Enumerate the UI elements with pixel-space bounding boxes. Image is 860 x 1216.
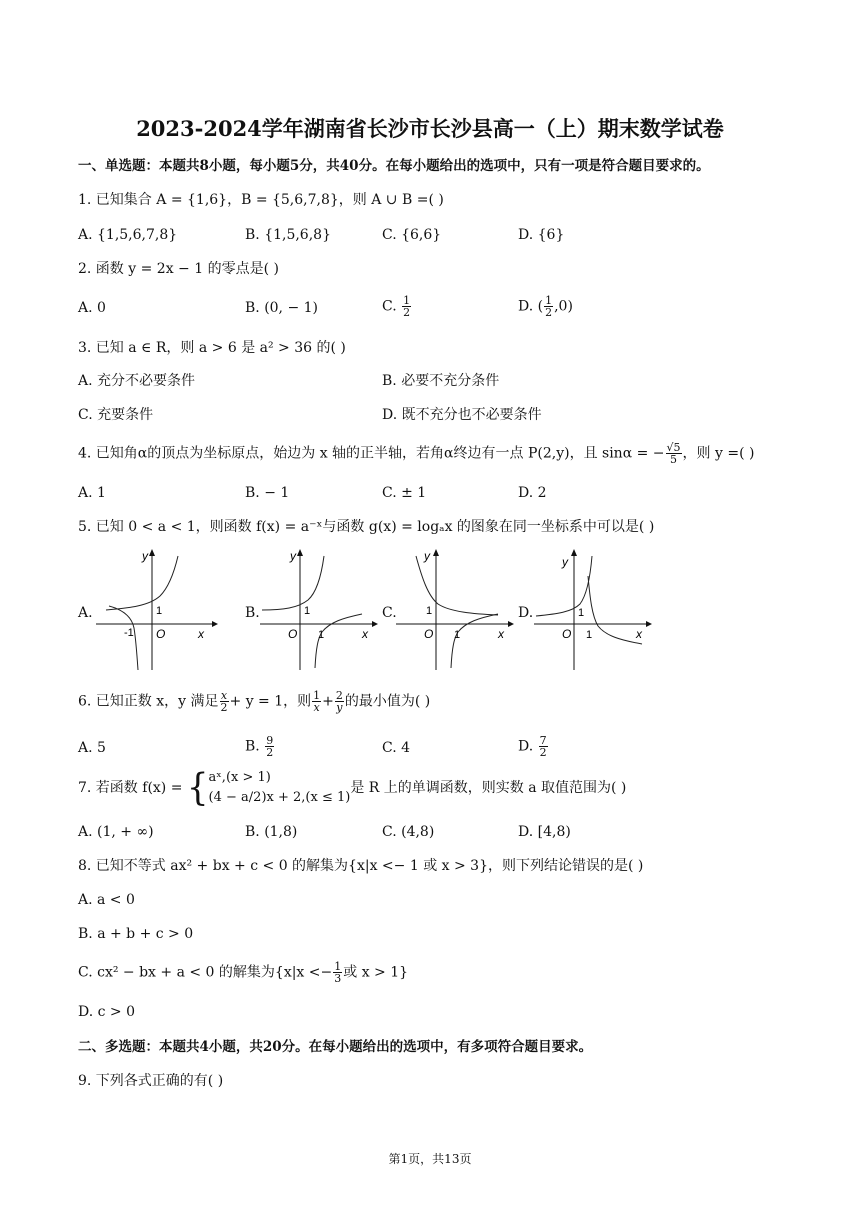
frac-den: 5 [670, 453, 678, 466]
page-footer: 第1页，共13页 [388, 1152, 472, 1166]
x-label: x [362, 627, 368, 641]
question-9-stem: 9. 下列各式正确的有( ) [78, 1073, 224, 1089]
q2-option-a: A. 0 [78, 300, 106, 316]
question-4-stem [78, 442, 754, 465]
frac-den: y [336, 701, 343, 714]
question-5-stem: 5. 已知 0 < a < 1，则函数 f(x) = a⁻ˣ与函数 g(x) = logₐx 的图象在同一坐标系中可以是( ) [78, 519, 655, 535]
q5-option-b-label: B. [245, 605, 260, 621]
q6-option-d [518, 735, 549, 758]
q4-stem-prefix: 4. 已知角α的顶点为坐标原点，始边为 x 轴的正半轴，若角α终边有一点 P(2,y)，且 sinα = − [78, 445, 665, 462]
y-label: y [562, 555, 568, 569]
frac-num: 9 [266, 734, 274, 747]
origin-label: O [424, 627, 434, 641]
q7-brace-icon: { [186, 766, 209, 810]
q6-frac-1x [312, 690, 321, 713]
question-7-stem [78, 768, 626, 808]
frac-den: 2 [403, 306, 411, 319]
x-label: x [498, 627, 504, 641]
frac-num: 1 [313, 689, 321, 702]
origin-label: O [156, 627, 166, 641]
frac-num: √5 [666, 441, 681, 454]
section-2-heading: 二、多选题：本题共4小题，共20分。在每小题给出的选项中，有多项符合题目要求。 [78, 1039, 593, 1055]
question-2-stem: 2. 函数 y = 2x − 1 的零点是( ) [78, 261, 279, 277]
q2-option-b: B. (0, − 1) [245, 300, 319, 316]
q2-d-fraction [544, 295, 553, 318]
q6-prefix: 6. 已知正数 x，y 满足 [78, 693, 219, 710]
q7-piece-2: (4 − a/2)x + 2,(x ≤ 1) [208, 790, 351, 805]
neg-one-label: -1 [124, 627, 134, 639]
origin-label: O [288, 627, 298, 641]
q1-option-a: A. {1,5,6,7,8} [78, 227, 178, 243]
q8-option-c [78, 961, 408, 984]
q4-fraction [666, 442, 682, 465]
curve-log [315, 614, 362, 668]
y-axis-arrow [149, 549, 155, 556]
q1-option-d: D. {6} [518, 227, 565, 243]
q8-option-a: A. a < 0 [78, 892, 135, 908]
q2-c-fraction [402, 295, 411, 318]
exam-title: 2023-2024学年湖南省长沙市长沙县高一（上）期末数学试卷 [136, 116, 724, 141]
q5-option-a-label: A. [78, 605, 93, 621]
q7-piecewise [209, 768, 351, 808]
curve-exp [262, 556, 324, 610]
x-label: x [636, 627, 642, 641]
q8-option-d: D. c > 0 [78, 1004, 136, 1020]
q2-option-c [382, 295, 412, 318]
q8-c-prefix: C. cx² − bx + a < 0 的解集为{x|x <− [78, 964, 333, 981]
one-x-label: 1 [318, 629, 325, 641]
question-1-stem: 1. 已知集合 A = {1,6}，B = {5,6,7,8}，则 A ∪ B =( ) [78, 192, 444, 208]
q7-option-d: D. [4,8) [518, 824, 571, 840]
q1-option-c: C. {6,6} [382, 227, 442, 243]
q3-option-d: D. 既不充分也不必要条件 [382, 407, 542, 423]
q8-c-fraction [333, 961, 342, 984]
q5-graph-b [258, 548, 383, 673]
q7-prefix: 7. 若函数 f(x) = [78, 780, 183, 796]
frac-num: 2 [335, 689, 343, 702]
one-label: 1 [304, 605, 311, 617]
q4-stem-suffix: ，则 y =( ) [682, 445, 755, 462]
frac-num: 1 [403, 294, 411, 307]
q5-graph-d [532, 548, 657, 673]
frac-num: 1 [545, 294, 553, 307]
q3-option-b: B. 必要不充分条件 [382, 373, 500, 389]
q6-option-a: A. 5 [78, 740, 106, 756]
q6-frac-2y [335, 690, 344, 713]
q5-graph-c [394, 548, 519, 673]
q6-option-b [245, 735, 275, 758]
question-3-stem: 3. 已知 a ∈ R，则 a > 6 是 a² > 36 的( ) [78, 340, 346, 356]
q8-option-b: B. a + b + c > 0 [78, 926, 194, 942]
x-axis-arrow [646, 621, 652, 627]
q2-c-label: C. [382, 298, 397, 315]
q1-option-b: B. {1,5,6,8} [245, 227, 331, 243]
curve-log [588, 576, 642, 644]
q6-b-label: B. [245, 738, 260, 755]
q2-d-suffix: ,0) [554, 298, 573, 315]
y-axis-arrow [433, 549, 439, 556]
one-label: 1 [578, 607, 585, 619]
frac-den: 3 [334, 972, 342, 985]
y-label: y [424, 549, 430, 563]
q4-option-a: A. 1 [78, 485, 106, 501]
x-label: x [198, 627, 204, 641]
one-label: 1 [426, 605, 433, 617]
one-label: 1 [156, 605, 163, 617]
q5-option-d-label: D. [518, 605, 534, 621]
q6-b-fraction [265, 735, 274, 758]
x-axis-arrow [212, 621, 218, 627]
q6-d-fraction [539, 735, 548, 758]
frac-num: 7 [539, 734, 547, 747]
q6-option-c: C. 4 [382, 740, 411, 756]
q4-option-b: B. − 1 [245, 485, 290, 501]
question-6-stem [78, 690, 430, 713]
q7-suffix: 是 R 上的单调函数，则实数 a 取值范围为( ) [350, 780, 627, 796]
q3-option-a: A. 充分不必要条件 [78, 373, 196, 389]
y-axis-arrow [297, 549, 303, 556]
q8-c-suffix: 或 x > 1} [343, 964, 409, 981]
q2-d-label: D. ( [518, 298, 544, 315]
q3-option-c: C. 充要条件 [78, 407, 154, 423]
q7-option-a: A. (1, + ∞) [78, 824, 154, 840]
q5-option-c-label: C. [382, 605, 397, 621]
one-x-label: 1 [586, 629, 593, 641]
q4-option-c: C. ± 1 [382, 485, 427, 501]
y-label: y [142, 549, 148, 563]
q7-option-b: B. (1,8) [245, 824, 298, 840]
origin-label: O [562, 627, 572, 641]
q6-frac-x2 [220, 690, 229, 713]
frac-den: 2 [545, 306, 553, 319]
q6-d-label: D. [518, 738, 534, 755]
y-label: y [290, 549, 296, 563]
q7-option-c: C. (4,8) [382, 824, 435, 840]
q6-mid: + y = 1，则 [229, 693, 312, 710]
x-axis-arrow [372, 621, 378, 627]
one-x-label: 1 [454, 629, 461, 641]
frac-den: 2 [220, 701, 228, 714]
frac-den: x [313, 701, 320, 714]
q4-option-d: D. 2 [518, 485, 547, 501]
q6-plus: + [322, 693, 334, 710]
frac-den: 2 [266, 746, 274, 759]
y-axis-arrow [571, 549, 577, 556]
curve-exp [106, 556, 178, 610]
q2-option-d [518, 295, 573, 318]
question-8-stem: 8. 已知不等式 ax² + bx + c < 0 的解集为{x|x <− 1 或 x > 3}，则下列结论错误的是( ) [78, 858, 644, 874]
frac-den: 2 [539, 746, 547, 759]
frac-num: 1 [334, 960, 342, 973]
frac-num: x [220, 689, 228, 702]
section-1-heading: 一、单选题：本题共8小题，每小题5分，共40分。在每小题给出的选项中，只有一项是符合题目要求的。 [78, 158, 710, 174]
q6-suffix: 的最小值为( ) [344, 693, 431, 710]
curve-log [451, 614, 498, 668]
q7-piece-1: aˣ,(x > 1) [208, 770, 271, 785]
q5-graph-a [94, 548, 219, 673]
x-axis-arrow [508, 621, 514, 627]
